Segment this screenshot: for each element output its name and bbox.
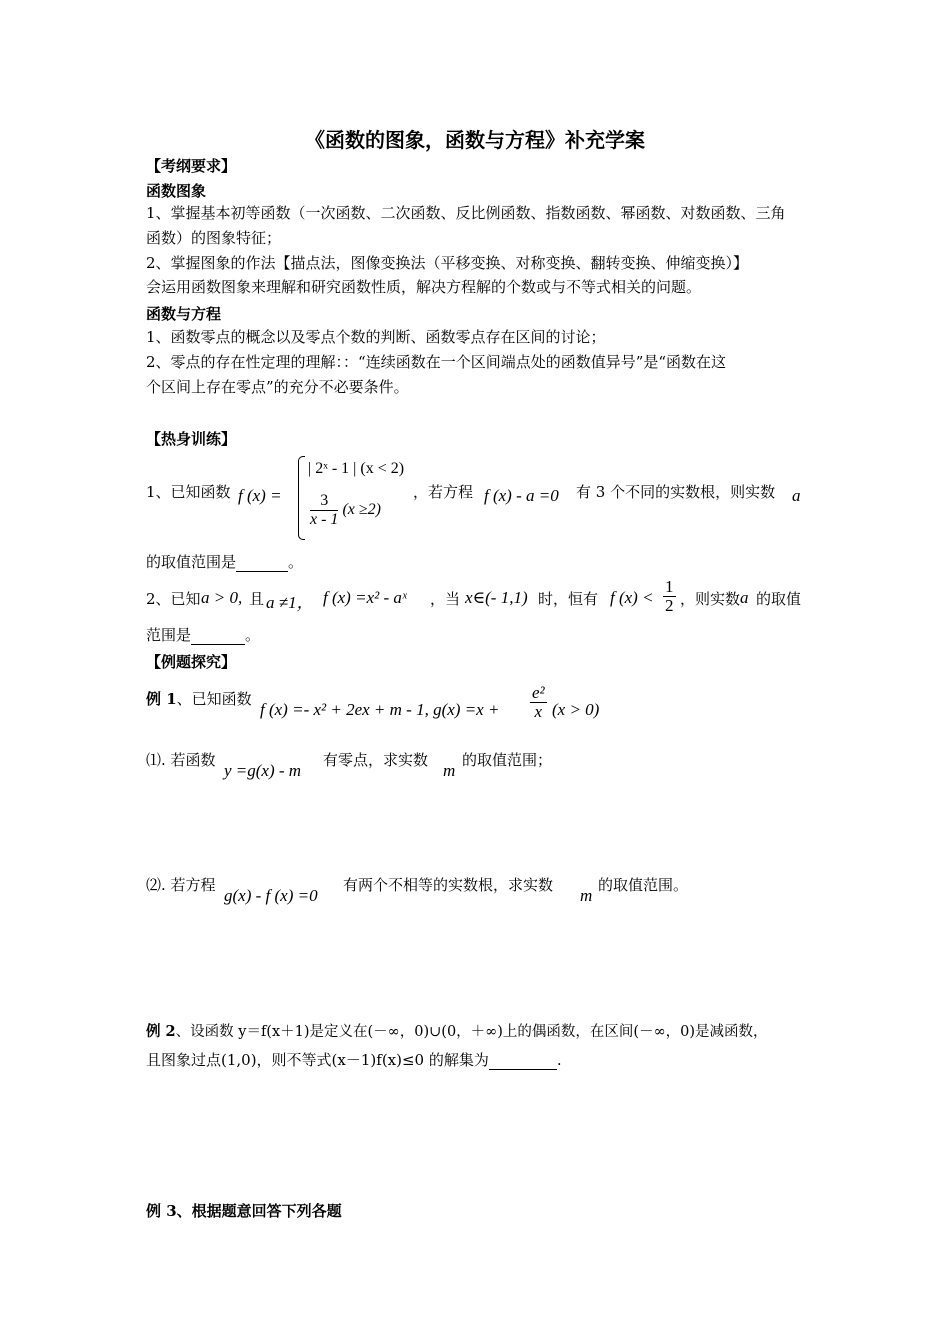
ex1-p2-mid: 有两个不相等的实数根，求实数 — [343, 876, 554, 894]
q2-cond2: a ≠1， — [266, 593, 314, 612]
q2-mid2: 时，恒有 — [538, 590, 599, 608]
ex2-line1-text: 、设函数 y＝f(x＋1)是定义在(－∞，0)∪(0，＋∞)上的偶函数，在区间(－∞，0)是减函数， — [175, 1024, 768, 1040]
ex1-fraction — [530, 684, 547, 721]
q2-ineq: f (x) < — [610, 588, 654, 607]
q1-mid: ，若方程 — [413, 483, 474, 501]
ex1-p1-label: ⑴. 若函数 — [146, 751, 216, 769]
ex1-p1-var: m — [443, 761, 456, 780]
q1-end: 。 — [288, 553, 304, 571]
ex1-frac-num: e² — [532, 683, 545, 702]
graph-item1-line1: 1、掌握基本初等函数（一次函数、二次函数、反比例函数、指数函数、幂函数、对数函数、三角 — [146, 204, 786, 222]
page-title: 《函数的图象，函数与方程》补充学案 — [305, 128, 645, 152]
graph-item2-line2: 会运用函数图象来理解和研究函数性质，解决方程解的个数或与不等式相关的问题。 — [146, 278, 702, 296]
q1-line2-text: 的取值范围是 — [146, 553, 237, 571]
q2-prefix: 2、已知 — [146, 590, 201, 608]
equation-heading: 函数与方程 — [146, 305, 222, 323]
q1-case1: | 2ˣ - 1 | (x < 2) — [308, 460, 405, 477]
q2-var: a — [740, 588, 749, 607]
ex1-formula-b: (x > 0) — [552, 700, 600, 719]
q2-cond1: a > 0, — [201, 588, 243, 607]
q1-line2 — [146, 553, 303, 572]
ex1-intro — [146, 690, 252, 708]
ex1-p2-var: m — [580, 886, 593, 905]
q2-end: 。 — [245, 626, 261, 644]
ex2-line2 — [146, 1051, 562, 1070]
ex1-p1-mid: 有零点，求实数 — [323, 751, 429, 769]
eq-item1: 1、函数零点的概念以及零点个数的判断、函数零点存在区间的讨论； — [146, 328, 606, 346]
q1-case2 — [310, 492, 381, 529]
ex2-end: . — [556, 1051, 562, 1069]
ex1-p2-end: 的取值范围。 — [598, 876, 689, 894]
ex2-label: 例 2 — [146, 1023, 176, 1040]
outline-heading: 【考纲要求】 — [146, 157, 237, 175]
ex1-label: 例 1 — [146, 690, 177, 708]
graph-item1-line2: 函数）的图象特征； — [146, 229, 282, 247]
ex1-p1-formula: y =g(x) - m — [224, 761, 302, 780]
q1-suffix: 有 3 个不同的实数根，则实数 — [576, 483, 776, 501]
q1-var: a — [792, 486, 801, 505]
q2-suffix: ，则实数 — [680, 590, 741, 608]
q1-prefix: 1、已知函数 — [146, 483, 231, 501]
q1-case2-cond: (x ≥2) — [342, 501, 381, 519]
graph-item2-line1: 2、掌握图象的作法【描点法，图像变换法（平移变换、对称变换、翻转变换、伸缩变换）】 — [146, 254, 749, 272]
q1-equation: f (x) - a =0 — [484, 486, 559, 505]
q2-mid: ，当 — [430, 590, 461, 608]
q1-brace — [298, 456, 305, 540]
q2-half-num: 1 — [665, 577, 674, 596]
ex1-frac-den: x — [534, 702, 543, 721]
q2-suffix2: 的取值 — [756, 590, 802, 608]
ex2-line1 — [146, 1023, 768, 1041]
q2-line2-text: 范围是 — [146, 626, 192, 644]
ex2-answer-blank[interactable] — [489, 1051, 557, 1070]
q2-func: f (x) =x² - aˣ — [323, 588, 407, 607]
ex2-line2-text: 且图象过点(1,0)，则不等式(x－1)f(x)≤0 的解集为 — [146, 1051, 489, 1069]
q1-case2-den: x - 1 — [310, 511, 339, 528]
examples-heading: 【例题探究】 — [146, 653, 237, 671]
q1-case2-num: 3 — [310, 492, 338, 511]
ex1-p2-formula: g(x) - f (x) =0 — [224, 886, 318, 905]
eq-item2-line2: 个区间上存在零点”的充分不必要条件。 — [146, 378, 409, 396]
q2-half-den: 2 — [665, 596, 674, 615]
q2-half — [663, 578, 676, 615]
q1-fx: f (x) = — [238, 486, 282, 505]
q2-answer-blank[interactable] — [191, 626, 245, 645]
ex1-p2-label: ⑵. 若方程 — [146, 876, 216, 894]
ex1-p1-end: 的取值范围； — [462, 751, 553, 769]
q2-range: x∈(- 1,1) — [465, 588, 528, 607]
ex1-formula-a: f (x) =- x² + 2ex + m - 1, g(x) =x + — [260, 700, 500, 719]
q2-and: 且 — [249, 590, 265, 608]
eq-item2-line1: 2、零点的存在性定理的理解：：“连续函数在一个区间端点处的函数值异号”是“函数在这 — [146, 353, 727, 371]
ex3-heading: 例 3、根据题意回答下列各题 — [146, 1202, 342, 1220]
graph-heading: 函数图象 — [146, 182, 207, 200]
q2-line2 — [146, 626, 260, 645]
ex1-prefix: 、已知函数 — [176, 690, 252, 708]
q1-answer-blank[interactable] — [236, 553, 288, 572]
warmup-heading: 【热身训练】 — [146, 430, 237, 448]
